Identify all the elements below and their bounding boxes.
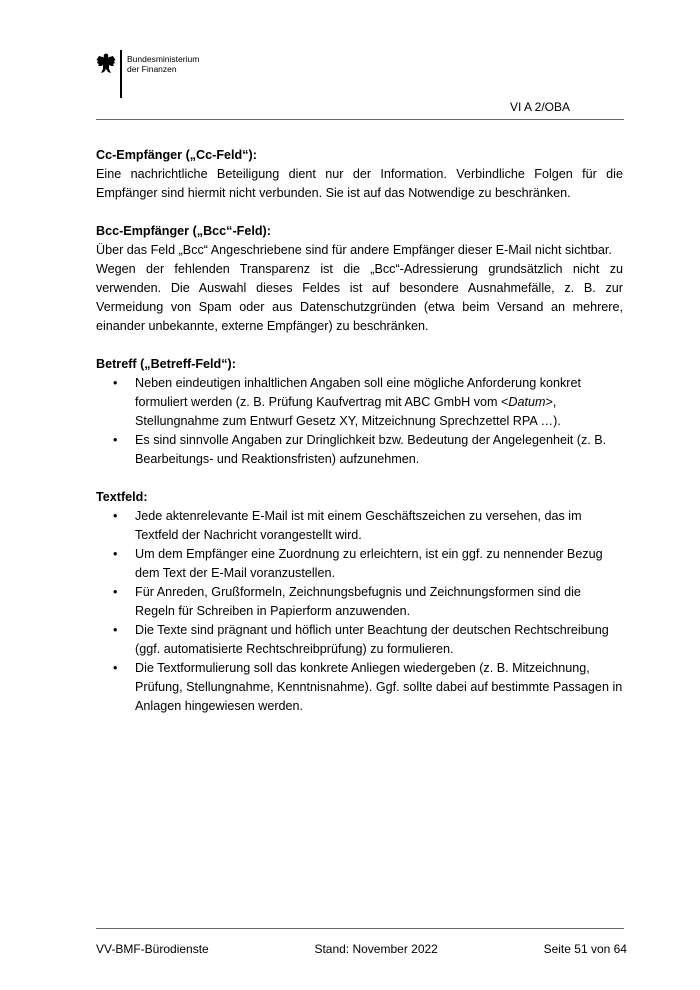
list-item-text: >, Stellungnahme zum Entwurf Gesetz XY, Mitzeichnung Sprechzettel RPA …). <box>135 395 561 428</box>
bullet-list <box>96 507 623 716</box>
footer-date: Stand: November 2022 <box>314 942 438 956</box>
paragraph: Wegen der fehlenden Transparenz ist die „Bcc“-Adressierung grundsätzlich nicht zu verwenden. Die Auswahl dieses Feldes ist auf besondere Ausnahmefälle, z. B. zur Vermeidung von Spam oder aus Datenschutzgründen (etwa beim Versand an mehrere, einander unbekannte, externe Empfänger) zu beschränken. <box>96 262 623 333</box>
header-divider <box>96 119 624 120</box>
section-heading: Cc-Empfänger („Cc-Feld“): <box>96 148 257 162</box>
footer-document-name: VV-BMF-Bürodienste <box>96 942 209 956</box>
federal-eagle-icon <box>96 52 116 74</box>
list-item: • Die Texte sind prägnant und höflich unter Beachtung der deutschen Rechtschreibung (ggf. automatisierte Rechtschreibprüfung) zu formulieren. <box>96 621 623 659</box>
section-heading: Betreff („Betreff-Feld“): <box>96 357 236 371</box>
list-item: • Um dem Empfänger eine Zuordnung zu erleichtern, ist ein ggf. zu nennender Bezug dem Text der E-Mail voranzustellen. <box>96 545 623 583</box>
paragraph: Eine nachrichtliche Beteiligung dient nur der Information. Verbindliche Folgen für die Empfänger sind hiermit nicht verbunden. Sie ist auf das Notwendige zu beschränken. <box>96 167 623 200</box>
footer-divider <box>96 928 624 929</box>
document-reference: VI A 2/OBA <box>509 100 570 114</box>
list-item: • Jede aktenrelevante E-Mail ist mit einem Geschäftszeichen zu versehen, das im Textfeld der Nachricht vorangestellt wird. <box>96 507 623 545</box>
bullet-list <box>96 374 623 469</box>
list-item-text: Neben eindeutigen inhaltlichen Angaben soll eine mögliche Anforderung konkret formuliert werden (z. B. Prüfung Kaufvertrag mit ABC GmbH vom < <box>135 376 581 409</box>
page-footer <box>96 942 627 956</box>
logo-line-2: der Finanzen <box>127 64 177 74</box>
section-textfield <box>96 488 623 716</box>
logo-divider <box>120 50 122 98</box>
list-item <box>96 374 623 431</box>
section-bcc <box>96 222 623 336</box>
section-subject <box>96 355 623 469</box>
list-item: • Für Anreden, Grußformeln, Zeichnungsbefugnis und Zeichnungsformen sind die Regeln für Schreiben in Papierform anzuwenden. <box>96 583 623 621</box>
list-item: • Die Textformulierung soll das konkrete Anliegen wiedergeben (z. B. Mitzeichnung, Prüfung, Stellungnahme, Kenntnisnahme). Ggf. sollte dabei auf bestimmte Passagen in Anlagen hingewiesen werden. <box>96 659 623 716</box>
document-body <box>96 146 623 735</box>
list-item: • Es sind sinnvolle Angaben zur Dringlichkeit bzw. Bedeutung der Angelegenheit (z. B. Bearbeitungs- und Reaktionsfristen) aufzunehmen. <box>96 431 623 469</box>
section-cc <box>96 146 623 203</box>
section-heading: Textfeld: <box>96 490 148 504</box>
logo-line-1: Bundesministerium <box>127 54 200 64</box>
logo-text <box>127 54 199 74</box>
section-heading: Bcc-Empfänger („Bcc“-Feld): <box>96 224 271 238</box>
list-item-emphasis: Datum <box>508 395 546 409</box>
footer-page-number: Seite 51 von 64 <box>543 942 627 956</box>
paragraph: Über das Feld „Bcc“ Angeschriebene sind für andere Empfänger dieser E-Mail nicht sichtbar. <box>96 243 612 257</box>
